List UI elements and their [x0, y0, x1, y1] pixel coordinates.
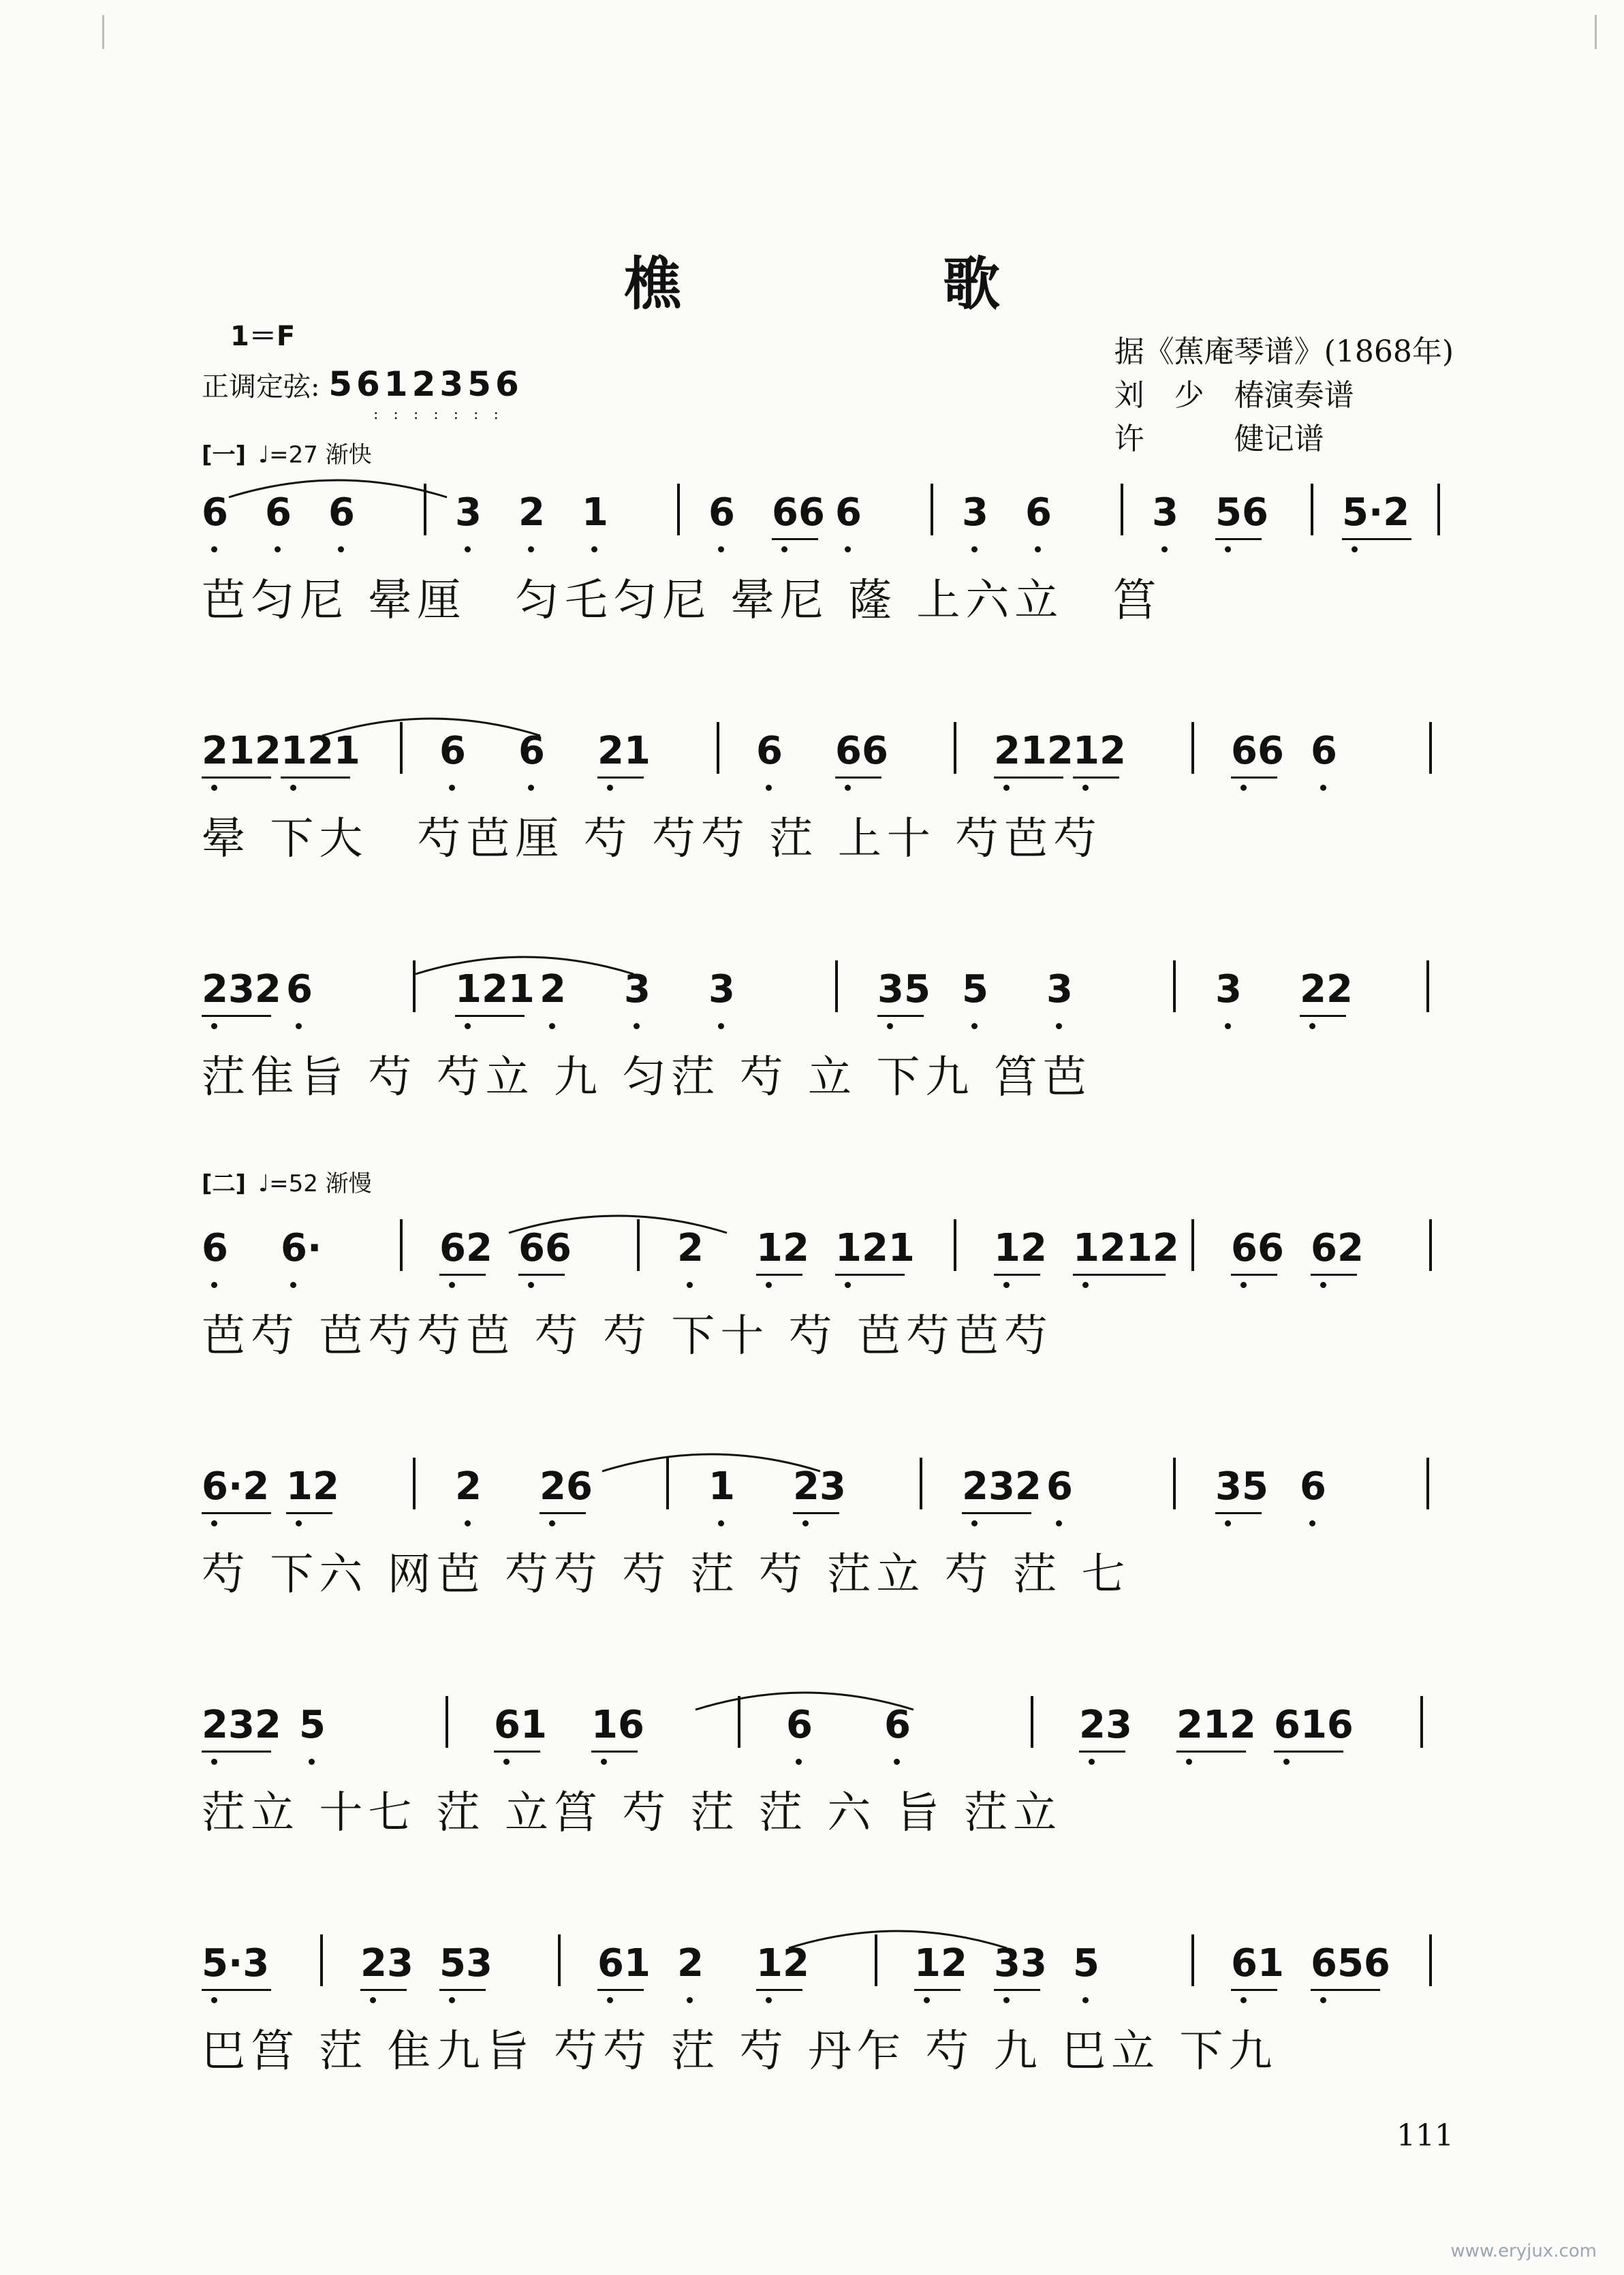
section-2-header [202, 1165, 372, 1198]
note: 6 [202, 1226, 228, 1270]
note: 66 [772, 490, 825, 535]
octave-dot [781, 546, 787, 552]
note: 35 [877, 967, 931, 1011]
section-1-label: [一] [202, 441, 247, 469]
key-signature: 1＝F [230, 321, 296, 352]
note: 61 [597, 1941, 651, 1986]
octave-dot [211, 546, 217, 552]
beam-underline [202, 1015, 271, 1017]
note: 6·2 [202, 1464, 270, 1509]
slur-arcs [202, 1676, 1469, 1716]
octave-dot [1003, 1282, 1010, 1288]
beam-underline [1311, 1989, 1380, 1991]
octave-dot [687, 1282, 693, 1288]
octave-dot [338, 546, 344, 552]
beam-underline [1073, 1274, 1166, 1276]
score-row [202, 1199, 1469, 1376]
note: 23 [360, 1941, 413, 1986]
octave-dot [1056, 1023, 1062, 1029]
octave-dot [549, 1520, 555, 1526]
tuning-label: 正调定弦: [202, 371, 320, 403]
note: 6 [1300, 1464, 1326, 1509]
note: 6 [328, 490, 355, 535]
beam-underline [994, 1989, 1040, 1991]
score-row [202, 1437, 1469, 1614]
note: 6 [1046, 1464, 1073, 1509]
slur [789, 1931, 1007, 1948]
octave-dot [1240, 1997, 1247, 2003]
beam-underline [772, 538, 818, 540]
beam-underline [360, 1989, 407, 1991]
slur [229, 480, 447, 497]
tablature-text: 芭芍 芭芍芍芭 芍 芍 下十 芍 芭芍芭芍 [202, 1311, 1054, 1362]
octave-dot [1089, 1759, 1095, 1765]
note: 3 [962, 490, 988, 535]
page-number: 111 [1396, 2118, 1454, 2153]
octave-dot [290, 1282, 296, 1288]
octave-dot [1082, 1997, 1089, 2003]
beam-underline [1231, 776, 1277, 779]
octave-dot [607, 785, 613, 791]
octave-dot [1240, 785, 1247, 791]
score-row [202, 1914, 1469, 2091]
beam-underline [439, 1989, 486, 1991]
octave-dot [718, 546, 724, 552]
octave-dot [465, 1023, 471, 1029]
octave-dot [894, 1759, 900, 1765]
octave-dot [549, 1023, 555, 1029]
octave-dot [1309, 1520, 1315, 1526]
tablature-line [202, 565, 1469, 640]
note: 6 [265, 490, 292, 535]
note: 3 [1215, 967, 1242, 1011]
section-1-tempo: ♩=27 渐快 [258, 441, 372, 469]
octave-dot [1082, 785, 1089, 791]
octave-dot [1035, 546, 1041, 552]
tablature-line [202, 1301, 1469, 1376]
note: 35 [1215, 1464, 1268, 1509]
octave-dot [290, 785, 296, 791]
note: 16 [591, 1703, 644, 1747]
note: 121 [835, 1226, 915, 1270]
beam-underline [835, 1274, 905, 1276]
octave-dot [1225, 546, 1231, 552]
tablature-text: 茳隹旨 芍 芍立 九 匀茳 芍 立 下九 筥芭 [202, 1052, 1092, 1103]
tuning-dots: ::::::: [373, 406, 514, 423]
note: 6 [756, 729, 783, 773]
beam-underline [1215, 1512, 1262, 1514]
octave-dot [802, 1520, 809, 1526]
beam-underline [756, 1274, 802, 1276]
octave-dot [687, 1997, 693, 2003]
octave-dot [211, 1997, 217, 2003]
octave-dot [1225, 1520, 1231, 1526]
note: 61 [1231, 1941, 1284, 1986]
note: 3 [708, 967, 735, 1011]
octave-dot [607, 1997, 613, 2003]
source-line-3: 许 健记谱 [1114, 422, 1324, 456]
beam-underline [597, 776, 644, 779]
note: 656 [1311, 1941, 1390, 1986]
note: 121 [281, 729, 360, 773]
note: 2 [455, 1464, 482, 1509]
note: 6 [708, 490, 735, 535]
octave-dot [971, 1520, 978, 1526]
tablature-line [202, 2016, 1469, 2091]
note: 212 [202, 729, 281, 773]
tablature-text: 芍 下六 网芭 芍芍 芍 茳 芍 茳立 芍 茳 七 [202, 1550, 1131, 1600]
note: 12 [286, 1464, 339, 1509]
octave-dot [449, 1997, 455, 2003]
note: 212 [994, 729, 1074, 773]
octave-dot [601, 1759, 607, 1765]
note: 22 [1300, 967, 1353, 1011]
octave-dot [211, 1282, 217, 1288]
octave-dot [211, 1759, 217, 1765]
beam-underline [1231, 1274, 1277, 1276]
octave-dot [766, 1282, 772, 1288]
octave-dot [1003, 1997, 1010, 2003]
octave-dot [1352, 546, 1358, 552]
note: 23 [1079, 1703, 1132, 1747]
note: 12 [994, 1226, 1047, 1270]
octave-dot [796, 1759, 802, 1765]
note: 61 [494, 1703, 547, 1747]
beam-underline [439, 1274, 486, 1276]
note: 2 [677, 1941, 704, 1986]
slur [416, 957, 634, 974]
octave-dot [766, 1997, 772, 2003]
tablature-line [202, 1778, 1469, 1853]
beam-underline [1342, 538, 1411, 540]
beam-underline [914, 1989, 961, 1991]
beam-underline [1073, 776, 1119, 779]
octave-dot [1056, 1520, 1062, 1526]
octave-dot [296, 1023, 302, 1029]
octave-dot [924, 1997, 930, 2003]
note: 12 [914, 1941, 967, 1986]
beam-underline [793, 1512, 839, 1514]
octave-dot [528, 785, 534, 791]
beam-underline [962, 1512, 1031, 1514]
note: 66 [835, 729, 888, 773]
note: 6 [1025, 490, 1052, 535]
slur-arcs [202, 702, 1469, 742]
note: 33 [994, 1941, 1047, 1986]
scan-mark-left [102, 15, 104, 49]
octave-dot [275, 546, 281, 552]
note: 5 [1073, 1941, 1099, 1986]
note: 6 [1311, 729, 1337, 773]
note: 616 [1274, 1703, 1354, 1747]
beam-underline [1079, 1751, 1125, 1753]
score-row [202, 463, 1469, 640]
beam-underline [455, 1015, 525, 1017]
tablature-text: 巴筥 茳 隹九旨 芍芍 茳 芍 丹乍 芍 九 巴立 下九 [202, 2026, 1278, 2077]
note: 21 [597, 729, 651, 773]
source-line-2: 刘 少 椿演奏谱 [1114, 378, 1354, 413]
slur-arcs [202, 1199, 1469, 1240]
slur [602, 1454, 820, 1471]
note: 5·3 [202, 1941, 270, 1986]
note: 3 [1046, 967, 1073, 1011]
note: 232 [202, 1703, 281, 1747]
note: 1212 [1073, 1226, 1179, 1270]
score-row [202, 1676, 1469, 1853]
tablature-text: 茳立 十七 茳 立筥 芍 茳 茳 六 旨 茳立 [202, 1788, 1063, 1838]
score-row [202, 702, 1469, 879]
note: 12 [756, 1941, 809, 1986]
octave-dot [718, 1023, 724, 1029]
octave-dot [634, 1023, 640, 1029]
octave-dot [503, 1759, 510, 1765]
source-line-1: 据《蕉庵琴谱》(1868年) [1114, 334, 1454, 369]
note: 6· [281, 1226, 322, 1270]
octave-dot [1320, 1282, 1326, 1288]
beam-underline [1176, 1751, 1246, 1753]
octave-dot [1283, 1759, 1290, 1765]
beam-underline [202, 1512, 271, 1514]
note: 1 [708, 1464, 735, 1509]
note: 66 [1231, 729, 1284, 773]
octave-dot [1003, 785, 1010, 791]
beam-underline [591, 1751, 638, 1753]
note: 26 [540, 1464, 593, 1509]
octave-dot [1320, 785, 1326, 791]
octave-dot [309, 1759, 315, 1765]
note: 62 [439, 1226, 493, 1270]
section-2-tempo: ♩=52 渐慢 [258, 1170, 372, 1197]
octave-dot [887, 1023, 893, 1029]
beam-underline [597, 1989, 644, 1991]
tablature-line [202, 1539, 1469, 1614]
note: 56 [1215, 490, 1268, 535]
beam-underline [1215, 538, 1262, 540]
slur-arcs [202, 1437, 1469, 1478]
tablature-text: 晕 下大 芍芭厘 芍 芍芍 茳 上十 芍芭芍 [202, 814, 1103, 864]
octave-dot [971, 546, 978, 552]
section-2-label: [二] [202, 1170, 247, 1197]
page-title: 樵 歌 [623, 250, 1102, 317]
note: 12 [756, 1226, 809, 1270]
note: 121 [455, 967, 535, 1011]
scan-mark-right [1595, 15, 1597, 49]
tuning [202, 364, 523, 404]
beam-underline [494, 1751, 540, 1753]
tablature-text: 芭匀尼 晕厘 匀乇匀尼 晕尼 蕯 上六立 筥 [202, 576, 1162, 626]
note: 3 [455, 490, 482, 535]
tablature-line [202, 804, 1469, 879]
octave-dot [1240, 1282, 1247, 1288]
beam-underline [1274, 1751, 1343, 1753]
note: 6 [202, 490, 228, 535]
note: 23 [793, 1464, 846, 1509]
note: 5 [299, 1703, 326, 1747]
octave-dot [211, 785, 217, 791]
octave-dot [1082, 1282, 1089, 1288]
octave-dot [845, 785, 851, 791]
slur-arcs [202, 463, 1469, 504]
octave-dot [528, 546, 534, 552]
slur-arcs [202, 1914, 1469, 1955]
note: 2 [518, 490, 545, 535]
beam-underline [202, 1989, 271, 1991]
slur [509, 1216, 727, 1233]
source-credits [1114, 330, 1454, 461]
tuning-notes: 5612356 [328, 364, 523, 404]
note: 232 [202, 967, 281, 1011]
beam-underline [1300, 1015, 1346, 1017]
slur-arcs [202, 940, 1469, 981]
note: 66 [518, 1226, 572, 1270]
slur [322, 719, 540, 736]
beam-underline [994, 776, 1063, 779]
watermark: www.eryjux.com [1450, 2241, 1597, 2261]
note: 6 [439, 729, 466, 773]
note: 1 [582, 490, 608, 535]
beam-underline [1311, 1274, 1357, 1276]
note: 2 [540, 967, 566, 1011]
slur [696, 1693, 914, 1710]
beam-underline [518, 1274, 565, 1276]
octave-dot [449, 785, 455, 791]
score-row [202, 940, 1469, 1117]
octave-dot [971, 1023, 978, 1029]
note: 6 [518, 729, 545, 773]
octave-dot [211, 1520, 217, 1526]
note: 232 [962, 1464, 1042, 1509]
octave-dot [528, 1282, 534, 1288]
octave-dot [766, 785, 772, 791]
note: 12 [1073, 729, 1126, 773]
beam-underline [540, 1512, 586, 1514]
beam-underline [286, 1512, 332, 1514]
note: 5·2 [1342, 490, 1410, 535]
beam-underline [756, 1989, 802, 1991]
octave-dot [845, 1282, 851, 1288]
note: 66 [1231, 1226, 1284, 1270]
octave-dot [465, 1520, 471, 1526]
octave-dot [211, 1023, 217, 1029]
beam-underline [202, 776, 271, 779]
note: 6 [835, 490, 862, 535]
note: 62 [1311, 1226, 1364, 1270]
octave-dot [370, 1997, 376, 2003]
octave-dot [591, 546, 597, 552]
beam-underline [281, 776, 350, 779]
octave-dot [296, 1520, 302, 1526]
octave-dot [1225, 1023, 1231, 1029]
note: 2 [677, 1226, 704, 1270]
octave-dot [718, 1520, 724, 1526]
note: 3 [1152, 490, 1178, 535]
octave-dot [1320, 1997, 1326, 2003]
tablature-line [202, 1042, 1469, 1117]
octave-dot [1309, 1023, 1315, 1029]
octave-dot [465, 546, 471, 552]
note: 212 [1176, 1703, 1256, 1747]
beam-underline [1231, 1989, 1277, 1991]
note: 53 [439, 1941, 493, 1986]
note: 6 [884, 1703, 911, 1747]
beam-underline [202, 1751, 271, 1753]
octave-dot [1186, 1759, 1192, 1765]
note: 3 [624, 967, 651, 1011]
octave-dot [845, 546, 851, 552]
octave-dot [449, 1282, 455, 1288]
octave-dot [1161, 546, 1168, 552]
note: 6 [786, 1703, 813, 1747]
beam-underline [877, 1015, 924, 1017]
beam-underline [994, 1274, 1040, 1276]
note: 5 [962, 967, 988, 1011]
note: 6 [286, 967, 313, 1011]
beam-underline [835, 776, 881, 779]
